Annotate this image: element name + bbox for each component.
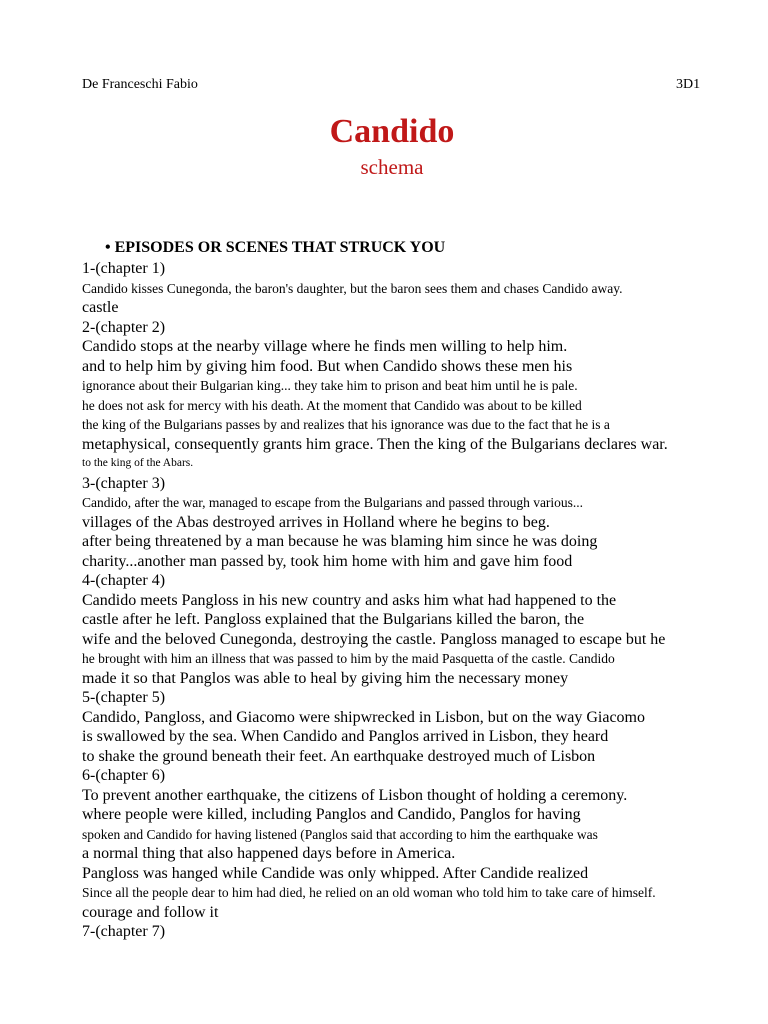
text-line: a normal thing that also happened days before in America. [82,845,456,862]
text-line: charity...another man passed by, took him home with him and gave him food [82,552,573,570]
text-line: after being threatened by a man because he was blaming him since he was doing [82,533,598,550]
class-code: 3D1 [676,77,701,92]
author-name: De Franceschi Fabio [82,77,198,92]
text-line: 1-(chapter 1) [82,260,166,277]
text-line: castle [82,299,119,316]
text-line: 5-(chapter 5) [82,689,166,706]
text-line: 3-(chapter 3) [82,474,166,492]
text-line: Candido stops at the nearby village where he finds men willing to help him. [82,338,568,355]
text-line: to shake the ground beneath their feet. An earthquake destroyed much of Lisbon [82,747,596,765]
text-line: Since all the people dear to him had died, he relied on an old woman who told him to take care of himself. [82,885,656,900]
text-line: 7-(chapter 7) [82,923,166,940]
text-line: Candido, Pangloss, and Giacomo were shipwrecked in Lisbon, but on the way Giacomo [82,708,645,726]
text-line: villages of the Abas destroyed arrives in Holland where he begins to beg. [82,513,550,531]
text-line: and to help him by giving him food. But when Candido shows these men his [82,357,573,375]
text-line: metaphysical, consequently grants him grace. Then the king of the Bulgarians declares war. [82,435,668,453]
body-text [82,259,742,942]
text-line: Pangloss was hanged while Candide was only whipped. After Candide realized [82,864,589,882]
text-line: he brought with him an illness that was passed to him by the maid Pasquetta of the castle. Candido [82,651,615,666]
text-line: ignorance about their Bulgarian king... they take him to prison and beat him until he is pale. [82,378,578,393]
text-line: castle after he left. Pangloss explained that the Bulgarians killed the baron, the [82,611,585,628]
text-line: is swallowed by the sea. When Candido and Panglos arrived in Lisbon, they heard [82,728,609,745]
document-subtitle: schema [360,155,424,179]
document-title: Candido [329,113,455,150]
text-line: Candido, after the war, managed to escape from the Bulgarians and passed through various... [82,495,584,510]
text-line: made it so that Panglos was able to heal by giving him the necessary money [82,669,569,687]
text-line: to the king of the Abars. [82,457,194,469]
text-line: the king of the Bulgarians passes by and realizes that his ignorance was due to the fact that he is a [82,417,610,432]
text-line: Candido meets Pangloss in his new country and asks him what had happened to the [82,591,617,609]
text-line: he does not ask for mercy with his death. At the moment that Candido was about to be killed [82,397,582,413]
text-line: 6-(chapter 6) [82,767,166,784]
text-line: spoken and Candido for having listened (Panglos said that according to him the earthquake was [82,826,598,842]
text-line: 4-(chapter 4) [82,572,166,589]
text-line: 2-(chapter 2) [82,318,166,336]
text-line: courage and follow it [82,903,219,921]
section-heading: • EPISODES OR SCENES THAT STRUCK YOU [105,239,446,256]
text-line: To prevent another earthquake, the citizens of Lisbon thought of holding a ceremony. [82,786,628,804]
text-line: wife and the beloved Cunegonda, destroying the castle. Pangloss managed to escape but he [82,630,666,648]
text-line: Candido kisses Cunegonda, the baron's daughter, but the baron sees them and chases Candido away. [82,280,623,296]
text-line: where people were killed, including Panglos and Candido, Panglos for having [82,806,581,823]
